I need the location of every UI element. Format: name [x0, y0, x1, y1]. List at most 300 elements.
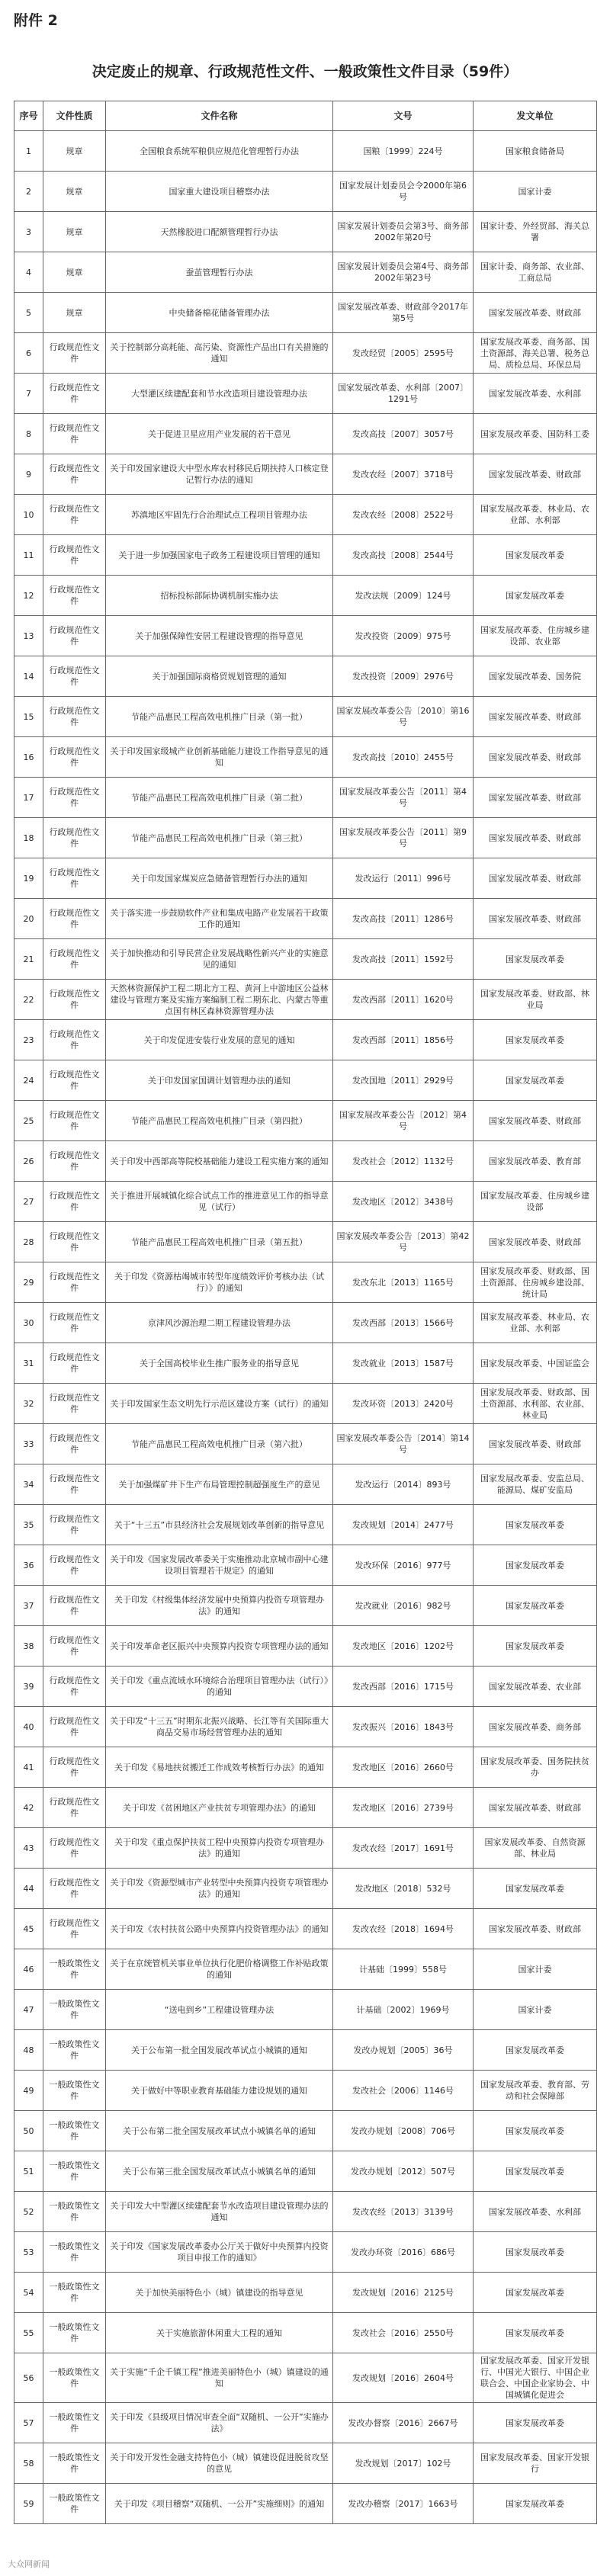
cell-file-name: 关于“十三五”市县经济社会发展规划改革创新的指导意见: [106, 1505, 333, 1545]
cell-file-name: 苏滇地区牢固先行合治理试点工程项目管理办法: [106, 495, 333, 535]
cell-file-name: 关于印发国家建设大中型水库农村移民后期扶持人口核定登记暂行办法的通知: [106, 454, 333, 495]
cell-issuer: 国家发展改革委: [474, 2151, 597, 2192]
cell-nature: 行政规范性文件: [43, 778, 106, 818]
table-row: [14, 2071, 597, 2111]
table-row: [14, 616, 597, 656]
cell-issuer: 国家计委: [474, 1990, 597, 2030]
cell-issuer: 国家发展改革委、财政部: [474, 697, 597, 737]
table-row: [14, 1626, 597, 1667]
cell-nature: 行政规范性文件: [43, 616, 106, 656]
document-title: 决定废止的规章、行政规范性文件、一般政策性文件目录（59件）: [92, 63, 518, 80]
table-row: [14, 2030, 597, 2071]
table-row: [14, 2313, 597, 2353]
cell-issuer: 国家发展改革委: [474, 1545, 597, 1586]
cell-index: 3: [14, 212, 43, 252]
table-row: [14, 1707, 597, 1747]
cell-doc-number: 发改办稽察〔2017〕1663号: [333, 2484, 474, 2524]
table-row: [14, 576, 597, 616]
table-row: [14, 1545, 597, 1586]
cell-issuer: 国家发展改革委、财政部: [474, 1101, 597, 1141]
cell-doc-number: 计基础〔2002〕1969号: [333, 1990, 474, 2030]
cell-issuer: 国家发展改革委、水利部: [474, 374, 597, 414]
cell-index: 37: [14, 1586, 43, 1626]
cell-index: 47: [14, 1990, 43, 2030]
cell-index: 38: [14, 1626, 43, 1667]
cell-issuer: 国家粮食储备局: [474, 131, 597, 172]
cell-file-name: 蚕茧管理暂行办法: [106, 252, 333, 293]
table-row: [14, 212, 597, 252]
cell-index: 28: [14, 1222, 43, 1262]
cell-nature: 行政规范性文件: [43, 1586, 106, 1626]
cell-index: 32: [14, 1384, 43, 1424]
cell-doc-number: 国家发展计划委员会第3号、商务部2002年第20号: [333, 212, 474, 252]
cell-nature: 行政规范性文件: [43, 737, 106, 778]
cell-issuer: 国家发展改革委、安监总局、能源局、煤矿安监局: [474, 1464, 597, 1505]
cell-issuer: 国家发展改革委: [474, 1586, 597, 1626]
cell-issuer: 国家发展改革委、林业局、农业部、水利部: [474, 1303, 597, 1343]
cell-nature: 行政规范性文件: [43, 1626, 106, 1667]
cell-index: 19: [14, 858, 43, 899]
cell-index: 8: [14, 414, 43, 454]
cell-index: 46: [14, 1949, 43, 1990]
cell-nature: 行政规范性文件: [43, 980, 106, 1020]
cell-index: 39: [14, 1667, 43, 1707]
table-row: [14, 1424, 597, 1464]
cell-file-name: 关于促进卫星应用产业发展的若干意见: [106, 414, 333, 454]
cell-nature: 行政规范性文件: [43, 374, 106, 414]
cell-issuer: 国家发展改革委、教育部、劳动和社会保障部: [474, 2071, 597, 2111]
cell-doc-number: 国家发展改革委、财政部令2017年第5号: [333, 293, 474, 333]
cell-index: 48: [14, 2030, 43, 2071]
table-row: [14, 1747, 597, 1788]
cell-doc-number: 国家发展改革委公告〔2012〕第4号: [333, 1101, 474, 1141]
cell-file-name: 关于印发《项目稽察“双随机、一公开”实施细则》的通知: [106, 2484, 333, 2524]
cell-issuer: 国家发展改革委、商务部、国土资源部、海关总署、税务总局、质检总局、环保总局: [474, 333, 597, 374]
cell-file-name: 关于印发开发性金融支持特色小（城）镇建设促进脱贫攻坚的意见: [106, 2443, 333, 2484]
cell-nature: 行政规范性文件: [43, 454, 106, 495]
table-row: [14, 1586, 597, 1626]
cell-file-name: 关于公布第一批全国发展改革试点小城镇的通知: [106, 2030, 333, 2071]
cell-doc-number: 发改法规〔2009〕124号: [333, 576, 474, 616]
table-row: [14, 2273, 597, 2313]
cell-file-name: 关于推进开展城镇化综合试点工作的推进意见工作的指导意见（试行）: [106, 1182, 333, 1222]
cell-nature: 行政规范性文件: [43, 899, 106, 939]
table-row: [14, 2443, 597, 2484]
cell-nature: 规章: [43, 131, 106, 172]
cell-issuer: 国家发展改革委、水利部: [474, 2192, 597, 2232]
cell-doc-number: 发改高技〔2008〕2544号: [333, 535, 474, 576]
cell-issuer: 国家发展改革委、财政部: [474, 899, 597, 939]
cell-issuer: 国家发展改革委: [474, 2030, 597, 2071]
cell-issuer: 国家发展改革委、财政部: [474, 737, 597, 778]
table-row: [14, 172, 597, 212]
cell-doc-number: 发改农经〔2008〕2522号: [333, 495, 474, 535]
cell-index: 12: [14, 576, 43, 616]
cell-nature: 行政规范性文件: [43, 1788, 106, 1828]
cell-issuer: 国家发展改革委: [474, 939, 597, 980]
cell-index: 24: [14, 1060, 43, 1101]
cell-index: 44: [14, 1869, 43, 1909]
repeal-list-table: [14, 101, 597, 2524]
cell-issuer: 国家发展改革委: [474, 1626, 597, 1667]
cell-file-name: 关于印发《资源枯竭城市转型年度绩效评价考核办法（试行）》的通知: [106, 1262, 333, 1303]
cell-index: 35: [14, 1505, 43, 1545]
cell-index: 34: [14, 1464, 43, 1505]
cell-doc-number: 发改规划〔2016〕2604号: [333, 2353, 474, 2403]
table-row: [14, 1869, 597, 1909]
table-row: [14, 2232, 597, 2273]
cell-index: 7: [14, 374, 43, 414]
cell-index: 45: [14, 1909, 43, 1949]
cell-index: 55: [14, 2313, 43, 2353]
cell-nature: 行政规范性文件: [43, 656, 106, 697]
cell-file-name: 关于印发《资源型城市产业转型中央预算内投资专项管理办法》的通知: [106, 1869, 333, 1909]
cell-index: 16: [14, 737, 43, 778]
cell-index: 40: [14, 1707, 43, 1747]
cell-index: 36: [14, 1545, 43, 1586]
cell-file-name: 关于印发《县级项目情况审查全面“双随机、一公开”实施办法》: [106, 2403, 333, 2443]
header-doc-number: 文号: [333, 101, 474, 131]
cell-nature: 行政规范性文件: [43, 939, 106, 980]
cell-doc-number: 发改国地〔2011〕2929号: [333, 1060, 474, 1101]
table-row: [14, 2353, 597, 2403]
cell-nature: 行政规范性文件: [43, 1141, 106, 1182]
cell-issuer: 国家发展改革委、商务部: [474, 1707, 597, 1747]
cell-nature: 行政规范性文件: [43, 1707, 106, 1747]
cell-nature: 行政规范性文件: [43, 858, 106, 899]
cell-issuer: 国家计委: [474, 1949, 597, 1990]
cell-nature: 行政规范性文件: [43, 1182, 106, 1222]
table-row: [14, 1262, 597, 1303]
cell-issuer: 国家发展改革委、国家开发银行: [474, 2443, 597, 2484]
cell-doc-number: 发改地区〔2016〕2739号: [333, 1788, 474, 1828]
cell-doc-number: 发改西部〔2013〕1566号: [333, 1303, 474, 1343]
cell-doc-number: 发改经贸〔2005〕2595号: [333, 333, 474, 374]
cell-doc-number: 发改社会〔2016〕2550号: [333, 2313, 474, 2353]
cell-index: 2: [14, 172, 43, 212]
cell-index: 6: [14, 333, 43, 374]
cell-issuer: 国家发展改革委、财政部: [474, 858, 597, 899]
watermark-text: 大众网新闻: [8, 2559, 50, 2569]
cell-nature: 规章: [43, 252, 106, 293]
table-row: [14, 656, 597, 697]
cell-file-name: 大型灌区续建配套和节水改造项目建设管理办法: [106, 374, 333, 414]
cell-nature: 一般政策性文件: [43, 2353, 106, 2403]
cell-file-name: 节能产品惠民工程高效电机推广目录（第六批）: [106, 1424, 333, 1464]
cell-file-name: 关于加快推动和引导民营企业发展战略性新兴产业的实施意见的通知: [106, 939, 333, 980]
cell-issuer: 国家发展改革委、财政部: [474, 778, 597, 818]
cell-index: 25: [14, 1101, 43, 1141]
cell-nature: 行政规范性文件: [43, 1343, 106, 1384]
cell-nature: 行政规范性文件: [43, 1869, 106, 1909]
table-row: [14, 697, 597, 737]
cell-doc-number: 发改社会〔2006〕1146号: [333, 2071, 474, 2111]
cell-file-name: 关于进一步加强国家电子政务工程建设项目管理的通知: [106, 535, 333, 576]
cell-nature: 一般政策性文件: [43, 2151, 106, 2192]
cell-index: 14: [14, 656, 43, 697]
table-row: [14, 1222, 597, 1262]
table-row: [14, 1667, 597, 1707]
cell-issuer: 国家发展改革委、住房城乡建设部、农业部: [474, 616, 597, 656]
cell-file-name: 关于印发《村级集体经济发展中央预算内投资专项管理办法》的通知: [106, 1586, 333, 1626]
cell-index: 5: [14, 293, 43, 333]
cell-issuer: 国家发展改革委、财政部: [474, 1909, 597, 1949]
cell-doc-number: 发改环资〔2013〕2420号: [333, 1384, 474, 1424]
cell-nature: 行政规范性文件: [43, 333, 106, 374]
cell-issuer: 国家计委、商务部、农业部、工商总局: [474, 252, 597, 293]
cell-nature: 行政规范性文件: [43, 1262, 106, 1303]
cell-issuer: 国家发展改革委、自然资源部、林业局: [474, 1828, 597, 1869]
cell-nature: 行政规范性文件: [43, 1545, 106, 1586]
table-row: [14, 1788, 597, 1828]
cell-index: 43: [14, 1828, 43, 1869]
cell-index: 1: [14, 131, 43, 172]
header-issuer: 发文单位: [474, 101, 597, 131]
table-row: [14, 333, 597, 374]
cell-index: 31: [14, 1343, 43, 1384]
cell-nature: 一般政策性文件: [43, 1949, 106, 1990]
cell-doc-number: 发改规划〔2014〕2477号: [333, 1505, 474, 1545]
cell-issuer: 国家发展改革委、财政部: [474, 1424, 597, 1464]
cell-doc-number: 发改地区〔2016〕1202号: [333, 1626, 474, 1667]
cell-doc-number: 发改高技〔2010〕2455号: [333, 737, 474, 778]
cell-index: 33: [14, 1424, 43, 1464]
cell-file-name: 关于加快美丽特色小（城）镇建设的指导意见: [106, 2273, 333, 2313]
table-row: [14, 1828, 597, 1869]
cell-nature: 行政规范性文件: [43, 1909, 106, 1949]
cell-doc-number: 发改农经〔2017〕1691号: [333, 1828, 474, 1869]
cell-issuer: 国家发展改革委: [474, 1060, 597, 1101]
cell-nature: 行政规范性文件: [43, 1828, 106, 1869]
table-row: [14, 535, 597, 576]
cell-issuer: 国家发展改革委、国务院扶贫办: [474, 1747, 597, 1788]
cell-index: 51: [14, 2151, 43, 2192]
cell-issuer: 国家发展改革委、财政部: [474, 454, 597, 495]
table-row: [14, 778, 597, 818]
cell-index: 27: [14, 1182, 43, 1222]
cell-file-name: 关于印发中西部高等院校基础能力建设工程实施方案的通知: [106, 1141, 333, 1182]
table-row: [14, 899, 597, 939]
cell-file-name: 节能产品惠民工程高效电机推广目录（第四批）: [106, 1101, 333, 1141]
cell-issuer: 国家发展改革委: [474, 1020, 597, 1060]
cell-doc-number: 发改农经〔2013〕3139号: [333, 2192, 474, 2232]
cell-doc-number: 国家发展改革委公告〔2011〕第9号: [333, 818, 474, 858]
table-row: [14, 454, 597, 495]
cell-doc-number: 计基础〔1999〕558号: [333, 1949, 474, 1990]
cell-issuer: 国家发展改革委: [474, 2313, 597, 2353]
cell-doc-number: 国家发展计划委员会令2000年第6号: [333, 172, 474, 212]
cell-doc-number: 发改办规划〔2012〕507号: [333, 2151, 474, 2192]
cell-doc-number: 国家发展计划委员会第4号、商务部2002年第23号: [333, 252, 474, 293]
cell-doc-number: 发改环保〔2016〕977号: [333, 1545, 474, 1586]
cell-file-name: 关于印发《重点流域水环境综合治理项目管理办法（试行）》的通知: [106, 1667, 333, 1707]
cell-file-name: 关于印发国家国调计划管理办法的通知: [106, 1060, 333, 1101]
table-row: [14, 414, 597, 454]
cell-file-name: 关于印发国家煤炭应急储备管理暂行办法的通知: [106, 858, 333, 899]
cell-doc-number: 国家发展改革委公告〔2014〕第14号: [333, 1424, 474, 1464]
cell-nature: 行政规范性文件: [43, 1020, 106, 1060]
cell-nature: 一般政策性文件: [43, 2443, 106, 2484]
cell-doc-number: 发改东北〔2013〕1165号: [333, 1262, 474, 1303]
cell-issuer: 国家发展改革委、国家开发银行、中国光大银行、中国企业联合会、中国企业家协会、中国城镇化促进会: [474, 2353, 597, 2403]
cell-index: 26: [14, 1141, 43, 1182]
table-row: [14, 131, 597, 172]
cell-file-name: 关于印发《易地扶贫搬迁工作成效考核暂行办法》的通知: [106, 1747, 333, 1788]
cell-nature: 规章: [43, 172, 106, 212]
table-row: [14, 1101, 597, 1141]
cell-file-name: 关于印发《国家发展改革委关于实施推动北京城市副中心建设项目管理若干规定》的通知: [106, 1545, 333, 1586]
table-header-row: [14, 101, 597, 131]
cell-file-name: 关于加强保障性安居工程建设管理的指导意见: [106, 616, 333, 656]
cell-index: 9: [14, 454, 43, 495]
cell-issuer: 国家发展改革委、农业部: [474, 1667, 597, 1707]
cell-nature: 行政规范性文件: [43, 1101, 106, 1141]
table-row: [14, 1141, 597, 1182]
cell-file-name: 全国粮食系统军粮供应规范化管理暂行办法: [106, 131, 333, 172]
table-row: [14, 1343, 597, 1384]
cell-doc-number: 发改高技〔2007〕3057号: [333, 414, 474, 454]
cell-file-name: 关于印发《贫困地区产业扶贫专项管理办法》的通知: [106, 1788, 333, 1828]
table-row: [14, 293, 597, 333]
cell-doc-number: 发改地区〔2012〕3438号: [333, 1182, 474, 1222]
cell-doc-number: 发改办规划〔2005〕36号: [333, 2030, 474, 2071]
cell-file-name: 关于印发“十三五”时期东北振兴战略、长江等有关国际重大商品交易市场经营管理办法的通知: [106, 1707, 333, 1747]
cell-index: 52: [14, 2192, 43, 2232]
cell-issuer: 国家发展改革委、财政部、林业局: [474, 980, 597, 1020]
table-row: [14, 1990, 597, 2030]
cell-nature: 一般政策性文件: [43, 2192, 106, 2232]
cell-issuer: 国家发展改革委: [474, 2111, 597, 2151]
cell-nature: 行政规范性文件: [43, 1464, 106, 1505]
cell-nature: 行政规范性文件: [43, 1384, 106, 1424]
table-row: [14, 252, 597, 293]
table-row: [14, 980, 597, 1020]
cell-file-name: 关于公布第三批全国发展改革试点小城镇名单的通知: [106, 2151, 333, 2192]
cell-index: 57: [14, 2403, 43, 2443]
cell-issuer: 国家发展改革委: [474, 2232, 597, 2273]
cell-index: 30: [14, 1303, 43, 1343]
cell-doc-number: 发改办督察〔2016〕2667号: [333, 2403, 474, 2443]
cell-nature: 行政规范性文件: [43, 576, 106, 616]
cell-index: 22: [14, 980, 43, 1020]
cell-file-name: 节能产品惠民工程高效电机推广目录（第五批）: [106, 1222, 333, 1262]
cell-index: 21: [14, 939, 43, 980]
table-row: [14, 818, 597, 858]
cell-file-name: 关于印发《农村扶贫公路中央预算内投资管理办法》的通知: [106, 1909, 333, 1949]
cell-doc-number: 发改西部〔2011〕1620号: [333, 980, 474, 1020]
cell-doc-number: 发改高技〔2011〕1592号: [333, 939, 474, 980]
cell-index: 49: [14, 2071, 43, 2111]
cell-index: 41: [14, 1747, 43, 1788]
cell-file-name: 国家重大建设项目稽察办法: [106, 172, 333, 212]
cell-file-name: 关于加强煤矿井下生产布局管理控制超强度生产的意见: [106, 1464, 333, 1505]
header-file-name: 文件名称: [106, 101, 333, 131]
cell-nature: 行政规范性文件: [43, 414, 106, 454]
header-nature: 文件性质: [43, 101, 106, 131]
cell-index: 58: [14, 2443, 43, 2484]
cell-issuer: 国家发展改革委、国防科工委: [474, 414, 597, 454]
cell-file-name: 关于控制部分高耗能、高污染、资源性产品出口有关措施的通知: [106, 333, 333, 374]
cell-doc-number: 国家发展改革委公告〔2010〕第16号: [333, 697, 474, 737]
cell-doc-number: 发改地区〔2016〕2660号: [333, 1747, 474, 1788]
cell-nature: 一般政策性文件: [43, 1990, 106, 2030]
table-row: [14, 939, 597, 980]
table-row: [14, 1949, 597, 1990]
header-index: 序号: [14, 101, 43, 131]
cell-index: 18: [14, 818, 43, 858]
cell-issuer: 国家计委、外经贸部、海关总署: [474, 212, 597, 252]
cell-doc-number: 国粮〔1999〕224号: [333, 131, 474, 172]
cell-file-name: 节能产品惠民工程高效电机推广目录（第一批）: [106, 697, 333, 737]
cell-doc-number: 发改振兴〔2016〕1843号: [333, 1707, 474, 1747]
cell-doc-number: 国家发展改革委、水利部〔2007〕1291号: [333, 374, 474, 414]
cell-file-name: 关于印发国家级城产业创新基础能力建设工作指导意见的通知: [106, 737, 333, 778]
cell-issuer: 国家发展改革委: [474, 1505, 597, 1545]
cell-nature: 行政规范性文件: [43, 535, 106, 576]
cell-file-name: 天然林资源保护工程二期北方工程、黄河上中游地区公益林建设与管理方案及实施方案编制工程二期东北、内蒙古等重点国有林区森林资源管理办法: [106, 980, 333, 1020]
cell-index: 59: [14, 2484, 43, 2524]
cell-doc-number: 国家发展改革委公告〔2013〕第42号: [333, 1222, 474, 1262]
cell-doc-number: 发改农经〔2018〕1694号: [333, 1909, 474, 1949]
cell-index: 15: [14, 697, 43, 737]
cell-file-name: 关于印发大中型灌区续建配套节水改造项目建设管理办法的通知: [106, 2192, 333, 2232]
cell-nature: 一般政策性文件: [43, 2313, 106, 2353]
table-row: [14, 2151, 597, 2192]
cell-nature: 规章: [43, 293, 106, 333]
table-row: [14, 1384, 597, 1424]
table-row: [14, 2111, 597, 2151]
cell-nature: 行政规范性文件: [43, 495, 106, 535]
cell-issuer: 国家发展改革委、中国证监会: [474, 1343, 597, 1384]
cell-index: 10: [14, 495, 43, 535]
cell-doc-number: 发改运行〔2014〕893号: [333, 1464, 474, 1505]
cell-index: 17: [14, 778, 43, 818]
cell-doc-number: 发改高技〔2011〕1286号: [333, 899, 474, 939]
cell-index: 42: [14, 1788, 43, 1828]
cell-file-name: 天然橡胶进口配额管理暂行办法: [106, 212, 333, 252]
cell-issuer: 国家发展改革委、财政部、国土资源部、住房城乡建设部、统计局: [474, 1262, 597, 1303]
cell-doc-number: 发改办规划〔2008〕706号: [333, 2111, 474, 2151]
cell-doc-number: 发改规划〔2017〕102号: [333, 2443, 474, 2484]
cell-file-name: 关于全国高校毕业生推广服务业的指导意见: [106, 1343, 333, 1384]
cell-issuer: 国家发展改革委: [474, 535, 597, 576]
cell-doc-number: 发改运行〔2011〕996号: [333, 858, 474, 899]
cell-nature: 规章: [43, 212, 106, 252]
cell-nature: 行政规范性文件: [43, 1747, 106, 1788]
cell-file-name: 关于在京统管机关事业单位执行化肥价格调整工作补贴政策的通知: [106, 1949, 333, 1990]
table-row: [14, 2192, 597, 2232]
table-row: [14, 858, 597, 899]
cell-nature: 行政规范性文件: [43, 697, 106, 737]
cell-nature: 行政规范性文件: [43, 1505, 106, 1545]
cell-issuer: 国家发展改革委: [474, 2403, 597, 2443]
cell-index: 23: [14, 1020, 43, 1060]
cell-index: 4: [14, 252, 43, 293]
table-row: [14, 1505, 597, 1545]
table-row: [14, 1909, 597, 1949]
table-row: [14, 1303, 597, 1343]
cell-file-name: “送电到乡”工程建设管理办法: [106, 1990, 333, 2030]
cell-doc-number: 发改西部〔2011〕1856号: [333, 1020, 474, 1060]
cell-file-name: 关于印发《重点保护扶贫工程中央预算内投资专项管理办法》的通知: [106, 1828, 333, 1869]
cell-nature: 行政规范性文件: [43, 1222, 106, 1262]
cell-issuer: 国家发展改革委、财政部: [474, 1222, 597, 1262]
cell-issuer: 国家发展改革委、财政部: [474, 293, 597, 333]
cell-issuer: 国家发展改革委: [474, 1869, 597, 1909]
cell-file-name: 中央储备棉花储备管理办法: [106, 293, 333, 333]
table-row: [14, 1060, 597, 1101]
attachment-label: 附件 2: [14, 12, 58, 29]
